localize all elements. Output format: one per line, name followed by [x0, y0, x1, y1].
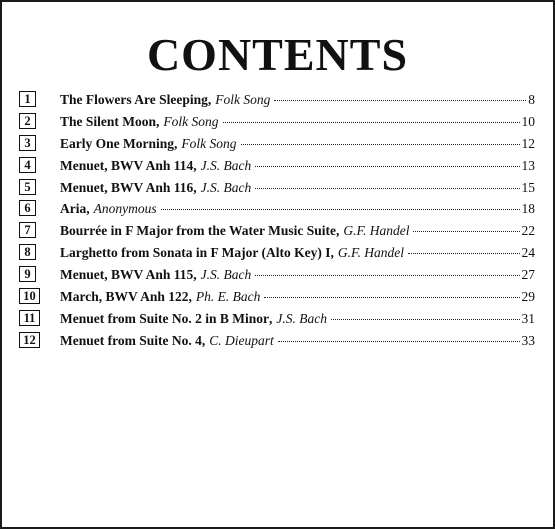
- entry-page-number: 31: [521, 310, 535, 326]
- dot-leader: [264, 297, 519, 298]
- entry-title: The Silent Moon: [60, 113, 157, 129]
- entry-composer: G.F. Handel: [343, 223, 410, 239]
- entry-page-number: 18: [521, 201, 535, 217]
- entry-composer: G.F. Handel: [337, 245, 404, 261]
- entry-page-number: 12: [521, 135, 535, 151]
- entry-page-number: 24: [521, 245, 535, 261]
- entry-separator: ,: [156, 113, 160, 129]
- dot-leader: [331, 319, 520, 320]
- entry-separator: ,: [207, 92, 212, 107]
- entry-separator: ,: [193, 179, 197, 195]
- entry-composer: Ph. E. Bach: [195, 289, 261, 305]
- entry-number-box: 2: [19, 113, 36, 129]
- entry-separator: ,: [193, 267, 197, 283]
- entry-separator: ,: [86, 201, 90, 217]
- entry-page-number: 29: [521, 289, 535, 305]
- entry-number-box: 4: [19, 157, 36, 173]
- entry-separator: ,: [188, 289, 192, 305]
- toc-entry-1[interactable]: [19, 92, 535, 114]
- entry-page-number: 27: [521, 267, 535, 283]
- toc-entry-6[interactable]: [19, 201, 535, 223]
- entry-number-box: 5: [19, 179, 36, 195]
- dot-leader: [161, 209, 520, 210]
- entry-page-number: 15: [521, 179, 535, 195]
- entry-number-box: 11: [19, 310, 40, 326]
- entry-title: Aria: [60, 201, 87, 217]
- entry-number-box: 1: [19, 91, 36, 107]
- entry-page-number: 22: [521, 223, 535, 239]
- entry-title: Menuet, BWV Anh 114: [60, 157, 194, 173]
- toc-entry-12[interactable]: [19, 333, 535, 355]
- entry-title: Menuet from Suite No. 4: [60, 332, 202, 348]
- entry-separator: ,: [330, 245, 334, 261]
- dot-leader: [223, 122, 520, 123]
- toc-entry-2[interactable]: [19, 114, 535, 136]
- entry-composer: J.S. Bach: [276, 310, 327, 326]
- dot-leader: [413, 231, 519, 232]
- entry-title: Menuet, BWV Anh 115: [60, 267, 194, 283]
- entry-number-box: 10: [19, 288, 40, 304]
- entry-number-box: 3: [19, 135, 36, 151]
- entry-composer: Anonymous: [93, 201, 157, 217]
- entry-composer: Folk Song: [181, 135, 237, 151]
- entry-separator: ,: [193, 157, 197, 173]
- entry-composer: J.S. Bach: [200, 267, 252, 283]
- toc-entry-8[interactable]: [19, 245, 535, 267]
- entry-title: Menuet, BWV Anh 116: [60, 179, 194, 195]
- entry-title: The Flowers Are Sleeping: [60, 92, 208, 107]
- entry-number-box: 9: [19, 266, 36, 282]
- entry-number-box: 12: [19, 332, 40, 348]
- entry-composer: C. Dieupart: [209, 332, 274, 348]
- toc-entry-9[interactable]: [19, 267, 535, 289]
- dot-leader: [255, 275, 519, 276]
- dot-leader: [255, 188, 519, 189]
- toc-entry-7[interactable]: [19, 223, 535, 245]
- entry-separator: ,: [335, 223, 340, 239]
- entry-number-box: 8: [19, 244, 36, 260]
- entry-page-number: 33: [521, 332, 535, 348]
- entry-separator: ,: [269, 310, 273, 326]
- entry-separator: ,: [201, 332, 206, 348]
- dot-leader: [255, 166, 519, 167]
- entry-title: Early One Morning: [60, 135, 174, 151]
- dot-leader: [274, 100, 526, 101]
- table-of-contents: [19, 92, 535, 355]
- entry-page-number: 8: [528, 92, 535, 107]
- toc-entry-5[interactable]: [19, 180, 535, 202]
- entry-composer: Folk Song: [163, 113, 219, 129]
- entry-composer: J.S. Bach: [200, 157, 252, 173]
- entry-title: Bourrée in F Major from the Water Music Suite: [60, 223, 336, 239]
- entry-composer: Folk Song: [215, 92, 271, 107]
- entry-title: Menuet from Suite No. 2 in B Minor: [60, 310, 269, 326]
- dot-leader: [278, 341, 520, 342]
- entry-title: March, BWV Anh 122: [60, 289, 189, 305]
- toc-entry-4[interactable]: [19, 158, 535, 180]
- entry-separator: ,: [174, 135, 178, 151]
- entry-page-number: 13: [521, 157, 535, 173]
- dot-leader: [241, 144, 520, 145]
- entry-number-box: 6: [19, 200, 36, 216]
- toc-entry-10[interactable]: [19, 289, 535, 311]
- entry-title: Larghetto from Sonata in F Major (Alto Key) I: [60, 245, 331, 261]
- entry-number-box: 7: [19, 222, 36, 238]
- entry-composer: J.S. Bach: [200, 179, 252, 195]
- entry-page-number: 10: [521, 113, 535, 129]
- toc-entry-3[interactable]: [19, 136, 535, 158]
- page-title: CONTENTS: [146, 29, 409, 80]
- dot-leader: [408, 253, 520, 254]
- toc-entry-11[interactable]: [19, 311, 535, 333]
